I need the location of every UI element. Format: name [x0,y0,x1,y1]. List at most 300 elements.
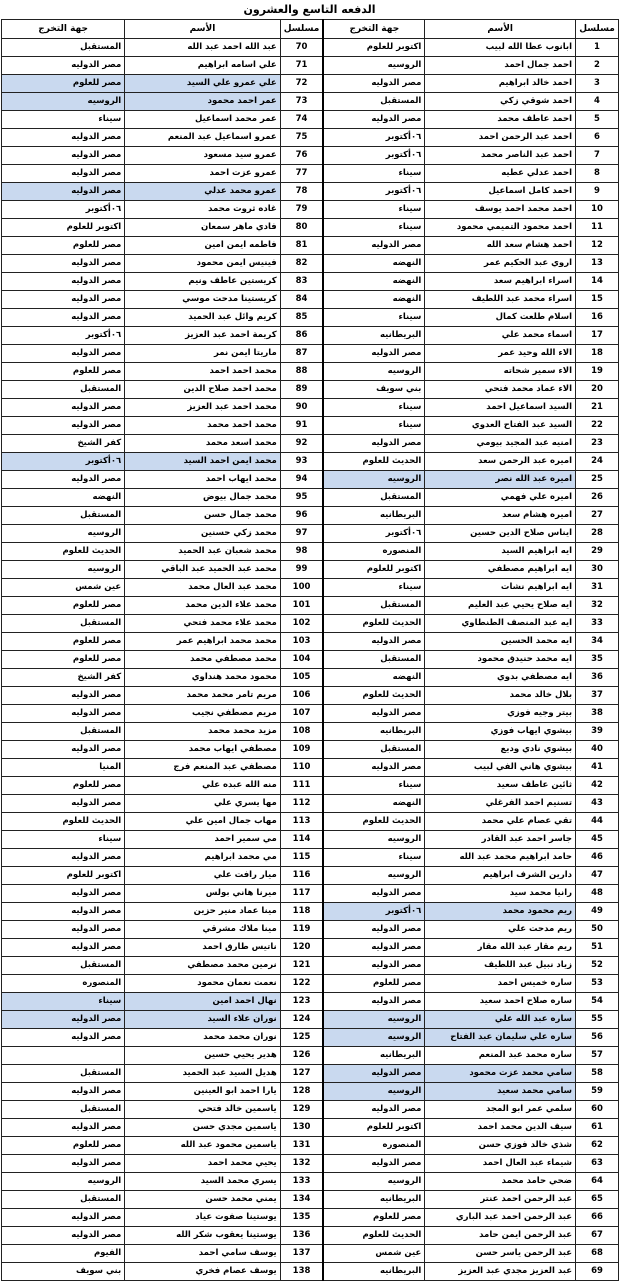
destination-cell: المستقبل [2,507,125,525]
name-cell: يوسف عصام فخري [125,1263,281,1281]
serial-cell: 76 [280,147,323,165]
name-cell: يوستينا صفوت عياد [125,1209,281,1227]
destination-cell: مصر الدوليه [2,345,125,363]
destination-cell: كفر الشيخ [2,435,125,453]
table-row [2,1029,619,1047]
serial-cell: 92 [280,435,323,453]
destination-cell: مصر الدوليه [2,1029,125,1047]
name-cell: محمود محمد هنداوي [125,669,281,687]
name-cell: علي اسامه ابراهيم [125,57,281,75]
name-cell: ساره علي سليمان عبد الفتاح [425,1029,576,1047]
name-cell: دارين الشرف ابراهيم [425,867,576,885]
destination-cell: البريطانيه [323,507,424,525]
table-row [2,651,619,669]
name-cell: اسراء محمد عبد اللطيف [425,291,576,309]
table-row [2,57,619,75]
serial-cell: 110 [280,759,323,777]
table-row [2,129,619,147]
destination-cell: ٠٦أكتوبر [323,147,424,165]
name-cell: اروي عبد الحكيم عمر [425,255,576,273]
destination-cell: المستقبل [323,741,424,759]
serial-cell: 3 [576,75,619,93]
serial-cell: 107 [280,705,323,723]
name-cell: الاء عماد محمد فتحي [425,381,576,399]
table-row [2,975,619,993]
serial-cell: 43 [576,795,619,813]
destination-cell: النهضه [323,273,424,291]
destination-cell: المنصوره [323,1137,424,1155]
serial-cell: 34 [576,633,619,651]
table-row [2,543,619,561]
serial-cell: 21 [576,399,619,417]
serial-cell: 27 [576,507,619,525]
destination-cell: ٠٦أكتوبر [2,201,125,219]
name-cell: ناتيس طارق احمد [125,939,281,957]
table-row [2,1101,619,1119]
name-cell: ساره محمد عبد المنعم [425,1047,576,1065]
serial-cell: 106 [280,687,323,705]
table-row [2,219,619,237]
destination-cell: مصر الدوليه [2,129,125,147]
destination-cell: سيناء [323,849,424,867]
serial-cell: 116 [280,867,323,885]
table-row [2,1119,619,1137]
header-serial-left: مسلسل [280,20,323,39]
name-cell: اميره عبد الله نصر [425,471,576,489]
serial-cell: 68 [576,1245,619,1263]
serial-cell: 75 [280,129,323,147]
name-cell: ميرنا هاني بولس [125,885,281,903]
destination-cell: النهضه [323,795,424,813]
serial-cell: 73 [280,93,323,111]
name-cell: عبد الرحمن احمد عنتر [425,1191,576,1209]
destination-cell: الفيوم [2,1245,125,1263]
destination-cell: ٠٦أكتوبر [2,453,125,471]
destination-cell: سيناء [2,831,125,849]
destination-cell: مصر الدوليه [323,111,424,129]
serial-cell: 130 [280,1119,323,1137]
table-row [2,741,619,759]
name-cell: ماريتا ايمن نمر [125,345,281,363]
serial-cell: 77 [280,165,323,183]
destination-cell: مصر الدوليه [2,741,125,759]
destination-cell: مصر الدوليه [2,1083,125,1101]
serial-cell: 112 [280,795,323,813]
serial-cell: 38 [576,705,619,723]
table-row [2,525,619,543]
destination-cell: ٠٦أكتوبر [323,183,424,201]
table-row [2,633,619,651]
destination-cell: مصر للعلوم [323,975,424,993]
table-row [2,183,619,201]
destination-cell: مصر الدوليه [2,273,125,291]
destination-cell: البريطانيه [323,327,424,345]
table-row [2,417,619,435]
name-cell: امنيه عبد المجيد بيومي [425,435,576,453]
table-row [2,1065,619,1083]
serial-cell: 108 [280,723,323,741]
serial-cell: 55 [576,1011,619,1029]
name-cell: احمد عبد الناصر محمد [425,147,576,165]
destination-cell: اكتوبر للعلوم [323,561,424,579]
destination-cell: مصر الدوليه [323,885,424,903]
destination-cell: مصر للعلوم [2,75,125,93]
table-row [2,867,619,885]
table-row [2,579,619,597]
destination-cell: مصر الدوليه [2,57,125,75]
destination-cell: مصر الدوليه [2,147,125,165]
destination-cell: الروسيه [323,1011,424,1029]
table-row [2,327,619,345]
destination-cell: سيناء [323,777,424,795]
serial-cell: 66 [576,1209,619,1227]
name-cell: الاء الله وحيد عمر [425,345,576,363]
name-cell: نرمين محمد مصطفي [125,957,281,975]
destination-cell: النهضه [323,291,424,309]
destination-cell: عين شمس [323,1245,424,1263]
name-cell: عمر احمد محمود [125,93,281,111]
destination-cell: البريطانيه [323,723,424,741]
destination-cell: الحديث للعلوم [323,615,424,633]
name-cell: بلال خالد محمد [425,687,576,705]
name-cell: محمد مصطفي محمد [125,651,281,669]
destination-cell: المستقبل [2,381,125,399]
name-cell: مصطفي عبد المنعم فرج [125,759,281,777]
destination-cell: مصر الدوليه [2,471,125,489]
serial-cell: 133 [280,1173,323,1191]
serial-cell: 115 [280,849,323,867]
table-row [2,597,619,615]
serial-cell: 65 [576,1191,619,1209]
table-row [2,615,619,633]
destination-cell: ٠٦أكتوبر [323,129,424,147]
table-row [2,453,619,471]
serial-cell: 18 [576,345,619,363]
table-row [2,1047,619,1065]
destination-cell: مصر الدوليه [323,993,424,1011]
table-header-row [2,20,619,39]
serial-cell: 100 [280,579,323,597]
destination-cell: الروسيه [2,93,125,111]
destination-cell: مصر الدوليه [2,939,125,957]
serial-cell: 103 [280,633,323,651]
destination-cell: سيناء [323,579,424,597]
destination-cell: مصر للعلوم [2,1137,125,1155]
serial-cell: 126 [280,1047,323,1065]
name-cell: ايه ابراهيم مصطفي [425,561,576,579]
serial-cell: 99 [280,561,323,579]
table-row [2,165,619,183]
destination-cell: مصر للعلوم [2,237,125,255]
serial-cell: 40 [576,741,619,759]
destination-cell: البريطانيه [323,1191,424,1209]
serial-cell: 138 [280,1263,323,1281]
destination-cell: مصر الدوليه [2,1227,125,1245]
name-cell: ايه عبد المنصف الطنطاوي [425,615,576,633]
table-row [2,795,619,813]
name-cell: ياسمين خالد فتحي [125,1101,281,1119]
destination-cell: البريطانيه [323,1047,424,1065]
destination-cell: بني سويف [323,381,424,399]
name-cell: ايه صلاح يحيي عبد العليم [425,597,576,615]
serial-cell: 120 [280,939,323,957]
destination-cell: مصر الدوليه [2,795,125,813]
destination-cell: مصر الدوليه [2,1011,125,1029]
serial-cell: 87 [280,345,323,363]
serial-cell: 85 [280,309,323,327]
serial-cell: 91 [280,417,323,435]
serial-cell: 26 [576,489,619,507]
serial-cell: 33 [576,615,619,633]
destination-cell: مصر الدوليه [323,345,424,363]
name-cell: احمد عدلي عطيه [425,165,576,183]
name-cell: ايه محمد الحسين [425,633,576,651]
destination-cell: المستقبل [2,1065,125,1083]
table-row [2,993,619,1011]
destination-cell: الروسيه [323,1083,424,1101]
table-row [2,255,619,273]
name-cell: مريم مصطفي نجيب [125,705,281,723]
name-cell: محمد احمد عبد العزيز [125,399,281,417]
name-cell: فاطمه ايمن امين [125,237,281,255]
serial-cell: 79 [280,201,323,219]
serial-cell: 121 [280,957,323,975]
serial-cell: 20 [576,381,619,399]
name-cell: محمد جمال حسن [125,507,281,525]
name-cell: بيشوي هاني الفي لبيب [425,759,576,777]
name-cell: ريم مقار عبد الله مقار [425,939,576,957]
name-cell: ياسمين مجدي حسن [125,1119,281,1137]
name-cell: رانيا محمد سيد [425,885,576,903]
serial-cell: 84 [280,291,323,309]
name-cell: مينا ملاك مشرقي [125,921,281,939]
serial-cell: 132 [280,1155,323,1173]
table-row [2,471,619,489]
destination-cell: الروسيه [323,867,424,885]
name-cell: جاسر احمد عبد القادر [425,831,576,849]
destination-cell: مصر الدوليه [323,921,424,939]
table-row [2,39,619,57]
destination-cell: سيناء [2,993,125,1011]
serial-cell: 49 [576,903,619,921]
destination-cell: مصر للعلوم [323,1209,424,1227]
name-cell: اسماء محمد علي [425,327,576,345]
serial-cell: 71 [280,57,323,75]
destination-cell: مصر الدوليه [323,633,424,651]
name-cell: نوران علاء السيد [125,1011,281,1029]
table-row [2,885,619,903]
serial-cell: 89 [280,381,323,399]
name-cell: احمد شوقي زكي [425,93,576,111]
name-cell: محمد اسعد محمد [125,435,281,453]
table-row [2,273,619,291]
destination-cell: مصر الدوليه [2,705,125,723]
destination-cell: الروسيه [323,831,424,849]
table-row [2,201,619,219]
name-cell: ميار رافت علي [125,867,281,885]
serial-cell: 60 [576,1101,619,1119]
table-wrapper [1,19,619,1281]
name-cell: ايه محمد حنيدق محمود [425,651,576,669]
name-cell: ساره عبد الله علي [425,1011,576,1029]
name-cell: ثائين عاطف سعيد [425,777,576,795]
name-cell: احمد هشام سعد الله [425,237,576,255]
name-cell: عبد العزيز مجدي عبد العزيز [425,1263,576,1281]
table-body [2,39,619,1281]
name-cell: محمد جمال بيوض [125,489,281,507]
name-cell: محمد ايمن احمد السيد [125,453,281,471]
serial-cell: 122 [280,975,323,993]
table-row [2,939,619,957]
serial-cell: 117 [280,885,323,903]
serial-cell: 4 [576,93,619,111]
table-row [2,1227,619,1245]
serial-cell: 134 [280,1191,323,1209]
serial-cell: 86 [280,327,323,345]
serial-cell: 64 [576,1173,619,1191]
name-cell: يحيي محمد احمد [125,1155,281,1173]
name-cell: محمد علاء محمد فتحي [125,615,281,633]
serial-cell: 7 [576,147,619,165]
name-cell: يمني محمد حسن [125,1191,281,1209]
name-cell: شذي خالد فوزي حسن [425,1137,576,1155]
serial-cell: 11 [576,219,619,237]
serial-cell: 113 [280,813,323,831]
name-cell: احمد عاطف محمد [425,111,576,129]
serial-cell: 95 [280,489,323,507]
name-cell: محمد احمد احمد [125,363,281,381]
serial-cell: 30 [576,561,619,579]
header-destination-right: جهة التخرج [323,20,424,39]
serial-cell: 35 [576,651,619,669]
destination-cell: اكتوبر للعلوم [2,867,125,885]
name-cell: نوران محمد محمد [125,1029,281,1047]
name-cell: احمد جمال احمد [425,57,576,75]
table-row [2,435,619,453]
name-cell: هدير يحيي حسين [125,1047,281,1065]
name-cell: ايه ابراهيم نشات [425,579,576,597]
serial-cell: 82 [280,255,323,273]
serial-cell: 45 [576,831,619,849]
serial-cell: 42 [576,777,619,795]
serial-cell: 1 [576,39,619,57]
serial-cell: 104 [280,651,323,669]
destination-cell: مصر الدوليه [2,165,125,183]
table-row [2,957,619,975]
serial-cell: 128 [280,1083,323,1101]
name-cell: مها يسري علي [125,795,281,813]
name-cell: ريم محمود محمد [425,903,576,921]
serial-cell: 46 [576,849,619,867]
name-cell: مي محمد ابراهيم [125,849,281,867]
name-cell: كريستينا مدحت موسي [125,291,281,309]
name-cell: نهال احمد امين [125,993,281,1011]
destination-cell: سيناء [323,417,424,435]
serial-cell: 114 [280,831,323,849]
name-cell: بيشوي ايهاب فوزي [425,723,576,741]
name-cell: السيد اسماعيل احمد [425,399,576,417]
name-cell: بيتر وجيه فوزي [425,705,576,723]
table-row [2,363,619,381]
table-row [2,1245,619,1263]
name-cell: يارا احمد ابو العينين [125,1083,281,1101]
table-row [2,93,619,111]
name-cell: ضحي حامد محمد [425,1173,576,1191]
serial-cell: 37 [576,687,619,705]
serial-cell: 101 [280,597,323,615]
serial-cell: 48 [576,885,619,903]
destination-cell: الحديث للعلوم [2,813,125,831]
destination-cell: مصر الدوليه [2,183,125,201]
table-row [2,831,619,849]
name-cell: نعمت نعمان محمود [125,975,281,993]
serial-cell: 97 [280,525,323,543]
serial-cell: 94 [280,471,323,489]
table-row [2,903,619,921]
serial-cell: 17 [576,327,619,345]
table-row [2,705,619,723]
name-cell: عبد الرحمن احمد عبد الباري [425,1209,576,1227]
serial-cell: 137 [280,1245,323,1263]
serial-cell: 53 [576,975,619,993]
destination-cell: مصر الدوليه [323,1155,424,1173]
table-row [2,111,619,129]
name-cell: فينيس ايمن محمود [125,255,281,273]
table-row [2,777,619,795]
serial-cell: 131 [280,1137,323,1155]
serial-cell: 57 [576,1047,619,1065]
destination-cell: المستقبل [2,957,125,975]
serial-cell: 72 [280,75,323,93]
destination-cell: مصر للعلوم [2,651,125,669]
name-cell: اميره هشام سعد [425,507,576,525]
destination-cell: مصر الدوليه [323,435,424,453]
serial-cell: 39 [576,723,619,741]
serial-cell: 23 [576,435,619,453]
serial-cell: 111 [280,777,323,795]
serial-cell: 47 [576,867,619,885]
serial-cell: 63 [576,1155,619,1173]
serial-cell: 52 [576,957,619,975]
table-row [2,1173,619,1191]
name-cell: اسلام طلعت كمال [425,309,576,327]
name-cell: محمد علاء الدين محمد [125,597,281,615]
name-cell: عمرو عزت احمد [125,165,281,183]
name-cell: محمد احمد محمد [125,417,281,435]
serial-cell: 32 [576,597,619,615]
name-cell: يوسف سامي احمد [125,1245,281,1263]
name-cell: ياسمين محمود عبد الله [125,1137,281,1155]
destination-cell: الحديث للعلوم [323,687,424,705]
serial-cell: 83 [280,273,323,291]
destination-cell: سيناء [323,165,424,183]
name-cell: محمد عبد العال محمد [125,579,281,597]
name-cell: حامد ابراهيم محمد عبد الله [425,849,576,867]
table-row [2,237,619,255]
destination-cell: مصر الدوليه [323,957,424,975]
name-cell: عمرو اسماعيل عبد المنعم [125,129,281,147]
table-row [2,1137,619,1155]
serial-cell: 44 [576,813,619,831]
destination-cell: مصر للعلوم [2,363,125,381]
destination-cell: المستقبل [323,597,424,615]
serial-cell: 28 [576,525,619,543]
serial-cell: 93 [280,453,323,471]
table-row [2,309,619,327]
destination-cell: مصر الدوليه [2,309,125,327]
name-cell: بيشوي نادي وديع [425,741,576,759]
destination-cell: سيناء [323,309,424,327]
